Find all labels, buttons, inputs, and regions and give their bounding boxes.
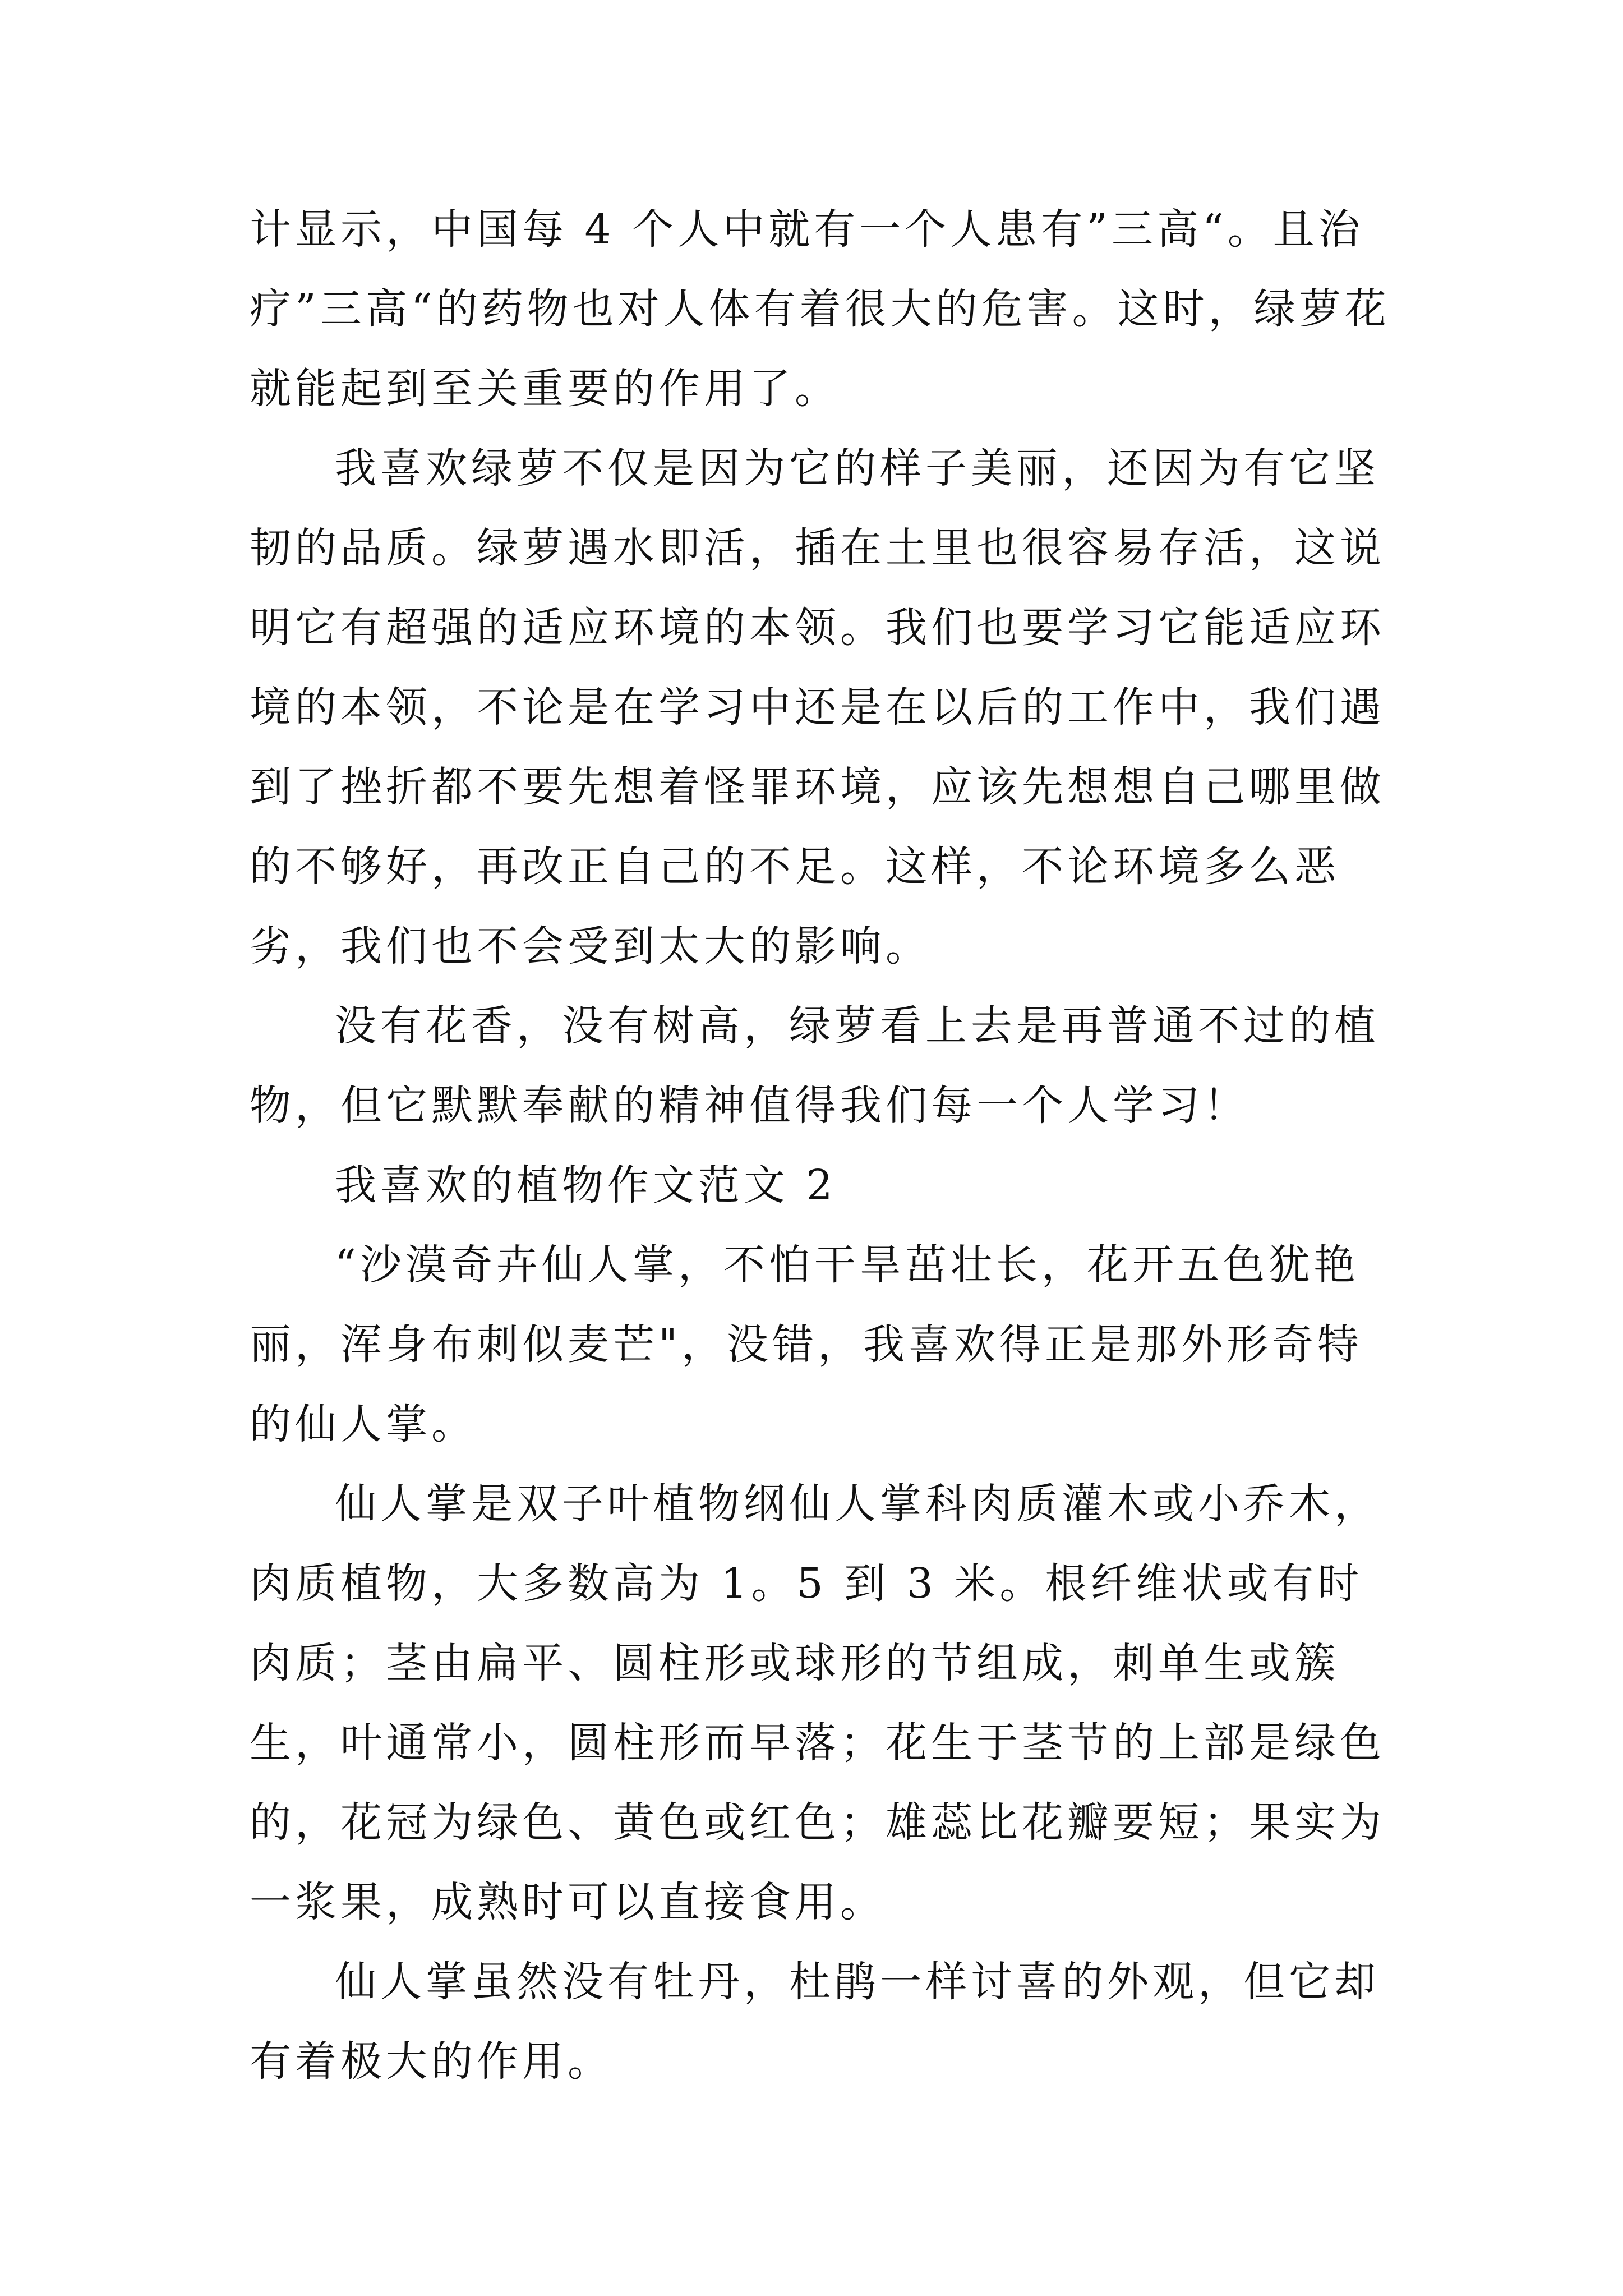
document-body	[250, 190, 1394, 2101]
paragraph-pothos-resilience: 我喜欢绿萝不仅是因为它的样子美丽，还因为有它坚韧的品质。绿萝遇水即活，插在土里也很容易存活，这说明它有超强的适应环境的本领。我们也要学习它能适应环境的本领，不论是在学习中还是在以后的工作中，我们遇到了挫折都不要先想着怪罪环境，应该先想想自己哪里做的不够好，再改正自己的不足。这样，不论环境多么恶劣，我们也不会受到太大的影响。	[250, 444, 1385, 970]
paragraph-cactus-usefulness: 仙人掌虽然没有牡丹，杜鹃一样讨喜的外观，但它却有着极大的作用。	[250, 1958, 1380, 2086]
paragraph-intro-continuation: 计显示，中国每 4 个人中就有一个人患有”三高“。且治疗”三高“的药物也对人体有着很大的危害。这时，绿萝花就能起到至关重要的作用了。	[250, 205, 1390, 413]
paragraph-pothos-conclusion: 没有花香，没有树高，绿萝看上去是再普通不过的植物，但它默默奉献的精神值得我们每一个人学习！	[250, 1002, 1380, 1130]
paragraph-cactus-poem: “沙漠奇卉仙人掌，不怕干旱茁壮长，花开五色犹艳丽，浑身布刺似麦芒"，没错，我喜欢得正是那外形奇特的仙人掌。	[250, 1241, 1363, 1448]
section-heading: 我喜欢的植物作文范文 2	[335, 1161, 837, 1209]
paragraph-cactus-description: 仙人掌是双子叶植物纲仙人掌科肉质灌木或小乔木，肉质植物，大多数高为 1。5 到 3 米。根纤维状或有时肉质；茎由扁平、圆柱形或球形的节组成，刺单生或簇生，叶通常小，圆柱形而早落；花生于茎节的上部是绿色的，花冠为绿色、黄色或红色；雄蕊比花瓣要短；果实为一浆果，成熟时可以直接食用。	[250, 1480, 1385, 1926]
